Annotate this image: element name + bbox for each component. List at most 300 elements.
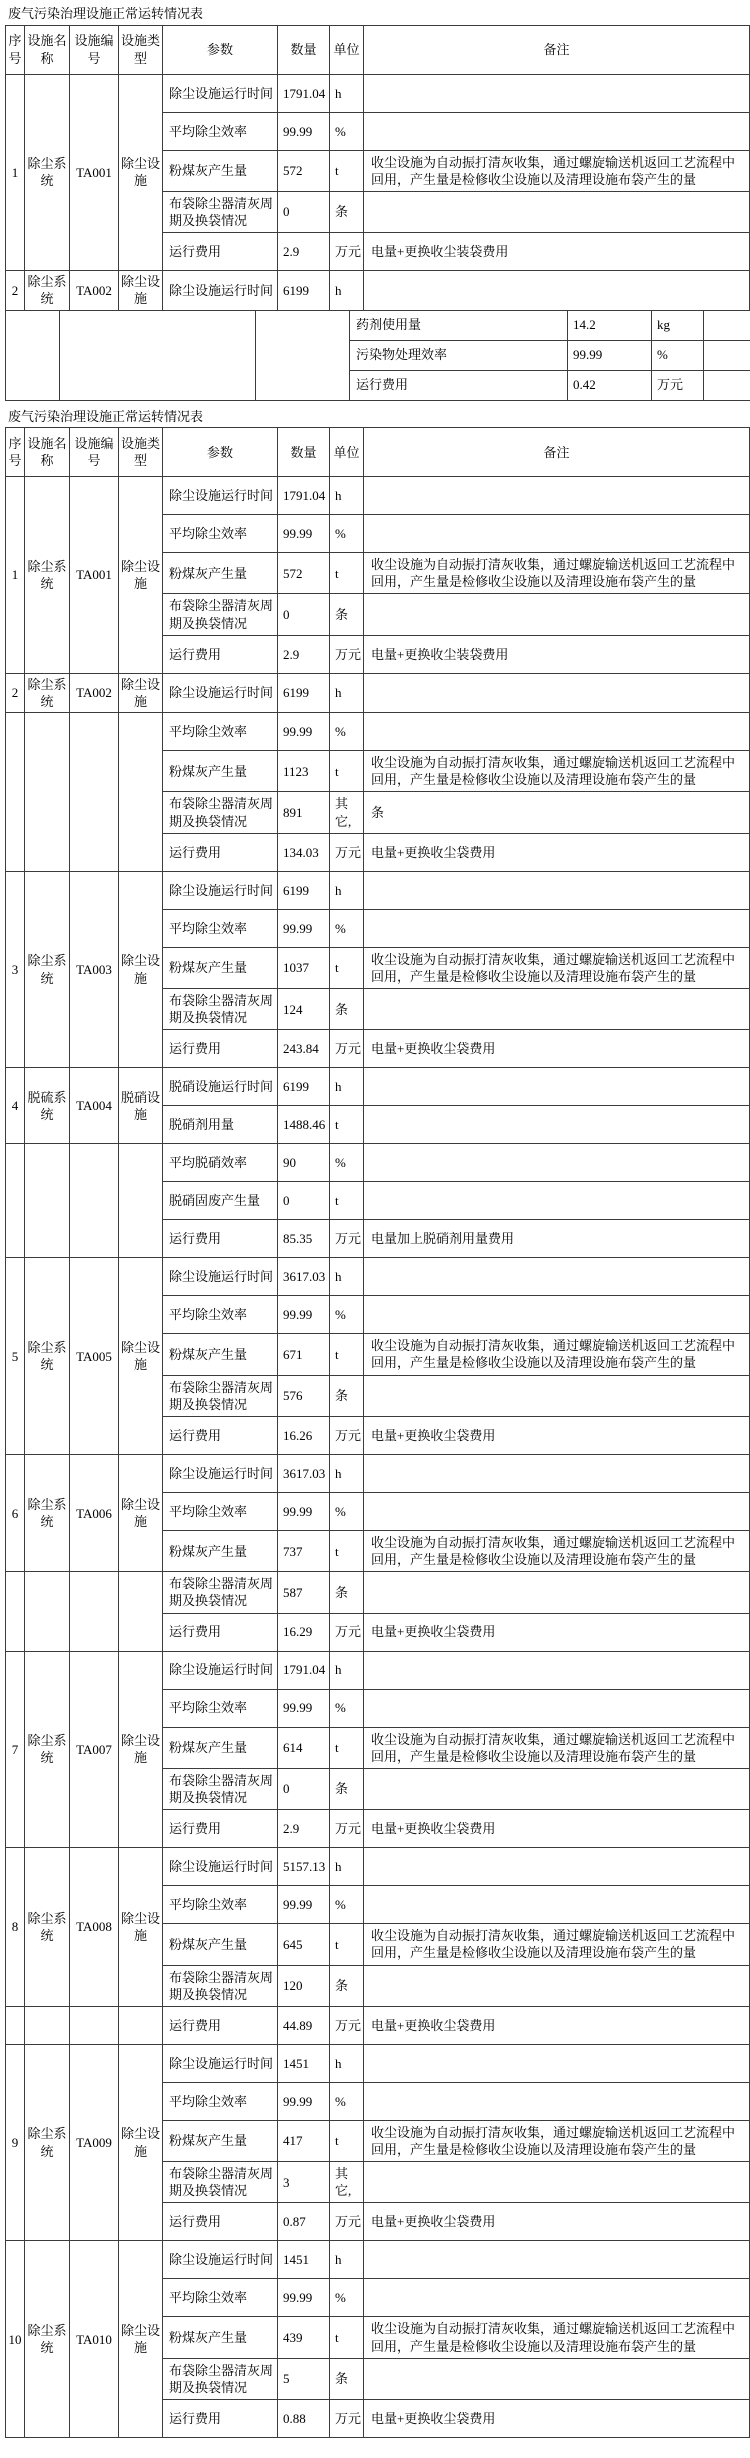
note-cell xyxy=(364,2279,750,2317)
param-cell: 脱硝设施运行时间 xyxy=(163,1068,278,1106)
facility-name-cell xyxy=(25,1572,70,1651)
qty-cell: 99.99 xyxy=(278,1689,330,1727)
header-cell: 单位 xyxy=(330,25,364,74)
qty-cell: 1037 xyxy=(278,947,330,988)
param-cell: 除尘设施运行时间 xyxy=(163,1454,278,1492)
note-cell xyxy=(364,1768,750,1809)
param-cell: 布袋除尘器清灰周期及换袋情况 xyxy=(163,1572,278,1613)
unit-cell: t xyxy=(330,1924,364,1965)
qty-cell: 1791.04 xyxy=(278,477,330,515)
unit-cell: h xyxy=(330,1068,364,1106)
header-cell: 数量 xyxy=(278,428,330,477)
qty-cell: 3617.03 xyxy=(278,1454,330,1492)
param-cell: 布袋除尘器清灰周期及换袋情况 xyxy=(163,1768,278,1809)
param-cell: 布袋除尘器清灰周期及换袋情况 xyxy=(163,1965,278,2006)
seq-cell: 1 xyxy=(6,74,25,271)
qty-cell: 90 xyxy=(278,1144,330,1182)
facility-type-cell: 除尘设施 xyxy=(119,477,163,674)
param-cell: 运行费用 xyxy=(163,1416,278,1454)
param-cell: 平均除尘效率 xyxy=(163,909,278,947)
unit-cell: 万元 xyxy=(330,1030,364,1068)
note-cell: 电量+更换收尘装袋费用 xyxy=(364,233,750,271)
param-cell: 除尘设施运行时间 xyxy=(163,2241,278,2279)
seq-cell: 1 xyxy=(6,477,25,674)
table-row xyxy=(6,1144,750,1182)
unit-cell: 万元 xyxy=(330,1613,364,1651)
param-cell: 粉煤灰产生量 xyxy=(163,947,278,988)
note-cell: 电量+更换收尘装袋费用 xyxy=(364,635,750,673)
param-cell: 除尘设施运行时间 xyxy=(163,1848,278,1886)
note-cell: 电量加上脱硝剂用量费用 xyxy=(364,1220,750,1258)
unit-cell: t xyxy=(330,2317,364,2358)
note-cell: 电量+更换收尘袋费用 xyxy=(364,1416,750,1454)
unit-cell: 万元 xyxy=(330,2203,364,2241)
facility-code-cell: TA008 xyxy=(70,1848,119,2007)
facility-name-cell: 除尘系统 xyxy=(25,2241,70,2438)
param-cell: 平均除尘效率 xyxy=(163,1296,278,1334)
note-cell xyxy=(364,1106,750,1144)
param-cell: 运行费用 xyxy=(163,1220,278,1258)
seq-cell: 6 xyxy=(6,1454,25,1571)
param-cell: 平均除尘效率 xyxy=(163,1886,278,1924)
facility-code-cell: TA006 xyxy=(70,1454,119,1571)
unit-cell: % xyxy=(652,340,704,370)
table-row xyxy=(6,673,750,712)
facility-code-cell: TA010 xyxy=(70,2241,119,2438)
seq-cell: 8 xyxy=(6,1848,25,2007)
header-row xyxy=(6,25,750,74)
note-cell xyxy=(364,1454,750,1492)
param-cell: 粉煤灰产生量 xyxy=(163,1334,278,1375)
note-cell xyxy=(364,871,750,909)
note-cell xyxy=(364,989,750,1030)
facility-code-cell: TA001 xyxy=(70,477,119,674)
header-cell: 参数 xyxy=(163,428,278,477)
param-cell: 布袋除尘器清灰周期及换袋情况 xyxy=(163,989,278,1030)
facility-type-cell: 脱硝设施 xyxy=(119,1068,163,1144)
param-cell: 运行费用 xyxy=(163,2203,278,2241)
unit-cell: 条 xyxy=(330,1965,364,2006)
unit-cell: t xyxy=(330,1334,364,1375)
param-cell: 粉煤灰产生量 xyxy=(163,1924,278,1965)
param-cell: 布袋除尘器清灰周期及换袋情况 xyxy=(163,792,278,833)
unit-cell: % xyxy=(330,2082,364,2120)
table-row xyxy=(6,2241,750,2279)
unit-cell: h xyxy=(330,673,364,712)
qty-cell: 1488.46 xyxy=(278,1106,330,1144)
unit-cell: h xyxy=(330,1651,364,1689)
facility-code-cell: TA001 xyxy=(70,74,119,271)
unit-cell: 万元 xyxy=(330,1416,364,1454)
note-cell xyxy=(364,713,750,751)
facility-type-cell: 除尘设施 xyxy=(119,871,163,1068)
param-cell: 布袋除尘器清灰周期及换袋情况 xyxy=(163,2358,278,2399)
qty-cell: 2.9 xyxy=(278,635,330,673)
param-cell: 平均除尘效率 xyxy=(163,1492,278,1530)
qty-cell: 572 xyxy=(278,553,330,594)
unit-cell: h xyxy=(330,2044,364,2082)
table-row xyxy=(6,2044,750,2082)
facility-code-cell: TA004 xyxy=(70,1068,119,1144)
header-cell: 设施类型 xyxy=(119,25,163,74)
facility-code-cell: TA007 xyxy=(70,1651,119,1848)
qty-cell: 3617.03 xyxy=(278,1258,330,1296)
param-cell: 除尘设施运行时间 xyxy=(163,871,278,909)
fragment-table xyxy=(5,310,750,401)
unit-cell: h xyxy=(330,74,364,112)
note-cell xyxy=(704,370,750,400)
param-cell: 除尘设施运行时间 xyxy=(163,271,278,310)
unit-cell: % xyxy=(330,1144,364,1182)
param-cell: 除尘设施运行时间 xyxy=(163,1258,278,1296)
note-cell: 收尘设施为自动振打清灰收集，通过螺旋输送机返回工艺流程中回用，产生量是检修收尘设施以及清理设施布袋产生的量 xyxy=(364,1334,750,1375)
unit-cell: t xyxy=(330,1530,364,1571)
facility-name-cell xyxy=(25,713,70,872)
param-cell: 运行费用 xyxy=(163,233,278,271)
qty-cell: 6199 xyxy=(278,1068,330,1106)
note-cell: 收尘设施为自动振打清灰收集，通过螺旋输送机返回工艺流程中回用，产生量是检修收尘设施以及清理设施布袋产生的量 xyxy=(364,1924,750,1965)
param-cell: 平均除尘效率 xyxy=(163,2279,278,2317)
note-cell xyxy=(364,2044,750,2082)
unit-cell: h xyxy=(330,871,364,909)
table1-header xyxy=(6,25,750,74)
facility-type-cell: 除尘设施 xyxy=(119,1651,163,1848)
note-cell xyxy=(364,2241,750,2279)
qty-cell: 614 xyxy=(278,1727,330,1768)
facility-name-cell: 除尘系统 xyxy=(25,477,70,674)
qty-cell: 99.99 xyxy=(278,2082,330,2120)
unit-cell: 万元 xyxy=(330,833,364,871)
param-cell: 粉煤灰产生量 xyxy=(163,1530,278,1571)
facility-type-cell: 除尘设施 xyxy=(119,271,163,310)
param-cell: 平均除尘效率 xyxy=(163,713,278,751)
seq-cell: 10 xyxy=(6,2241,25,2438)
seq-cell xyxy=(6,2006,25,2044)
param-cell: 除尘设施运行时间 xyxy=(163,673,278,712)
unit-cell: % xyxy=(330,1886,364,1924)
note-cell: 电量+更换收尘袋费用 xyxy=(364,833,750,871)
table2-header xyxy=(6,428,750,477)
qty-cell: 99.99 xyxy=(568,340,652,370)
header-cell: 设施名称 xyxy=(25,428,70,477)
qty-cell: 2.9 xyxy=(278,233,330,271)
table-row xyxy=(6,1454,750,1492)
note-cell xyxy=(364,1651,750,1689)
note-cell xyxy=(704,310,750,340)
qty-cell: 99.99 xyxy=(278,112,330,150)
note-cell xyxy=(364,594,750,635)
qty-cell: 737 xyxy=(278,1530,330,1571)
param-cell: 平均除尘效率 xyxy=(163,112,278,150)
unit-cell: 条 xyxy=(330,1375,364,1416)
param-cell: 粉煤灰产生量 xyxy=(163,2120,278,2161)
note-cell: 电量+更换收尘袋费用 xyxy=(364,1810,750,1848)
facility-code-cell: TA003 xyxy=(70,871,119,1068)
facility-code-cell xyxy=(70,1572,119,1651)
param-cell: 平均脱硝效率 xyxy=(163,1144,278,1182)
qty-cell: 439 xyxy=(278,2317,330,2358)
unit-cell: 条 xyxy=(330,1572,364,1613)
note-cell xyxy=(364,1068,750,1106)
header-cell: 设施编号 xyxy=(70,428,119,477)
facility-name-cell: 除尘系统 xyxy=(25,1848,70,2007)
qty-cell: 99.99 xyxy=(278,713,330,751)
qty-cell: 2.9 xyxy=(278,1810,330,1848)
facility-name-cell: 除尘系统 xyxy=(25,1454,70,1571)
qty-cell: 16.29 xyxy=(278,1613,330,1651)
qty-cell: 572 xyxy=(278,150,330,191)
param-cell: 除尘设施运行时间 xyxy=(163,74,278,112)
header-cell: 设施类型 xyxy=(119,428,163,477)
unit-cell: 其它, xyxy=(330,792,364,833)
qty-cell: 645 xyxy=(278,1924,330,1965)
note-cell xyxy=(364,673,750,712)
unit-cell: % xyxy=(330,112,364,150)
note-cell: 收尘设施为自动振打清灰收集，通过螺旋输送机返回工艺流程中回用，产生量是检修收尘设施以及清理设施布袋产生的量 xyxy=(364,1530,750,1571)
param-cell: 药剂使用量 xyxy=(350,310,568,340)
qty-cell: 1451 xyxy=(278,2044,330,2082)
qty-cell: 0.42 xyxy=(568,370,652,400)
qty-cell: 1791.04 xyxy=(278,1651,330,1689)
qty-cell: 124 xyxy=(278,989,330,1030)
unit-cell: 万元 xyxy=(330,635,364,673)
facility-name-cell xyxy=(25,2006,70,2044)
note-cell: 收尘设施为自动振打清灰收集，通过螺旋输送机返回工艺流程中回用，产生量是检修收尘设施以及清理设施布袋产生的量 xyxy=(364,2317,750,2358)
qty-cell: 99.99 xyxy=(278,909,330,947)
note-cell xyxy=(364,515,750,553)
table-row xyxy=(6,271,750,310)
unit-cell: t xyxy=(330,947,364,988)
seq-cell: 5 xyxy=(6,1258,25,1455)
table-row xyxy=(6,477,750,515)
unit-cell: h xyxy=(330,2241,364,2279)
param-cell: 布袋除尘器清灰周期及换袋情况 xyxy=(163,594,278,635)
unit-cell: 万元 xyxy=(330,1220,364,1258)
header-cell: 备注 xyxy=(364,428,750,477)
table-row xyxy=(6,1068,750,1106)
qty-cell: 0.87 xyxy=(278,2203,330,2241)
facility-code-cell: TA002 xyxy=(70,271,119,310)
unit-cell: t xyxy=(330,751,364,792)
unit-cell: h xyxy=(330,477,364,515)
facility-code-cell: TA009 xyxy=(70,2044,119,2241)
table-row xyxy=(6,1572,750,1613)
param-cell: 除尘设施运行时间 xyxy=(163,1651,278,1689)
note-cell xyxy=(364,2082,750,2120)
qty-cell: 671 xyxy=(278,1334,330,1375)
qty-cell: 0 xyxy=(278,1182,330,1220)
unit-cell: t xyxy=(330,553,364,594)
qty-cell: 99.99 xyxy=(278,1886,330,1924)
facility-name-cell: 除尘系统 xyxy=(25,871,70,1068)
qty-cell: 14.2 xyxy=(568,310,652,340)
qty-cell: 0 xyxy=(278,1768,330,1809)
facility-type-cell xyxy=(119,1572,163,1651)
header-row xyxy=(6,428,750,477)
unit-cell: % xyxy=(330,1689,364,1727)
note-cell xyxy=(364,112,750,150)
unit-cell: 条 xyxy=(330,1768,364,1809)
param-cell: 布袋除尘器清灰周期及换袋情况 xyxy=(163,1375,278,1416)
unit-cell: t xyxy=(330,1182,364,1220)
facility-type-cell xyxy=(119,2006,163,2044)
unit-cell: h xyxy=(330,1258,364,1296)
param-cell: 脱硝固废产生量 xyxy=(163,1182,278,1220)
note-cell: 收尘设施为自动振打清灰收集，通过螺旋输送机返回工艺流程中回用，产生量是检修收尘设施以及清理设施布袋产生的量 xyxy=(364,2120,750,2161)
qty-cell: 3 xyxy=(278,2162,330,2203)
param-cell: 运行费用 xyxy=(350,370,568,400)
note-cell xyxy=(364,1375,750,1416)
seq-cell: 3 xyxy=(6,871,25,1068)
unit-cell: 万元 xyxy=(330,233,364,271)
table2-title: 废气污染治理设施正常运转情况表 xyxy=(8,409,748,425)
qty-cell: 243.84 xyxy=(278,1030,330,1068)
note-cell xyxy=(364,1258,750,1296)
unit-cell: 条 xyxy=(330,191,364,232)
qty-cell: 0.88 xyxy=(278,2400,330,2438)
note-cell: 电量+更换收尘袋费用 xyxy=(364,1613,750,1651)
note-cell xyxy=(364,1965,750,2006)
table-row xyxy=(6,2006,750,2044)
facility-type-cell: 除尘设施 xyxy=(119,1258,163,1455)
unit-cell: 条 xyxy=(330,989,364,1030)
param-cell: 运行费用 xyxy=(163,1613,278,1651)
note-cell xyxy=(364,1572,750,1613)
table1-body xyxy=(6,74,750,310)
param-cell: 运行费用 xyxy=(163,2400,278,2438)
unit-cell: 条 xyxy=(330,2358,364,2399)
param-cell: 运行费用 xyxy=(163,1030,278,1068)
unit-cell: % xyxy=(330,515,364,553)
unit-cell: 万元 xyxy=(330,2400,364,2438)
unit-cell: 条 xyxy=(330,594,364,635)
qty-cell: 0 xyxy=(278,594,330,635)
table-row xyxy=(6,1651,750,1689)
facility-type-cell: 除尘设施 xyxy=(119,2044,163,2241)
facility-name-cell: 除尘系统 xyxy=(25,2044,70,2241)
qty-cell: 99.99 xyxy=(278,1296,330,1334)
note-cell xyxy=(364,1182,750,1220)
param-cell: 运行费用 xyxy=(163,833,278,871)
unit-cell: % xyxy=(330,1492,364,1530)
facility-name-cell: 除尘系统 xyxy=(25,74,70,271)
table-row xyxy=(6,871,750,909)
qty-cell: 6199 xyxy=(278,871,330,909)
unit-cell: h xyxy=(330,271,364,310)
note-cell xyxy=(364,1848,750,1886)
empty-cell xyxy=(6,310,60,400)
param-cell: 运行费用 xyxy=(163,1810,278,1848)
unit-cell: t xyxy=(330,2120,364,2161)
note-cell xyxy=(364,2162,750,2203)
qty-cell: 587 xyxy=(278,1572,330,1613)
facility-type-cell: 除尘设施 xyxy=(119,1848,163,2007)
qty-cell: 134.03 xyxy=(278,833,330,871)
header-cell: 序号 xyxy=(6,428,25,477)
seq-cell xyxy=(6,713,25,872)
unit-cell: t xyxy=(330,1727,364,1768)
param-cell: 除尘设施运行时间 xyxy=(163,2044,278,2082)
qty-cell: 99.99 xyxy=(278,1492,330,1530)
fragment-body xyxy=(6,310,750,400)
qty-cell: 85.35 xyxy=(278,1220,330,1258)
note-cell: 收尘设施为自动振打清灰收集，通过螺旋输送机返回工艺流程中回用，产生量是检修收尘设施以及清理设施布袋产生的量 xyxy=(364,150,750,191)
seq-cell: 9 xyxy=(6,2044,25,2241)
table2 xyxy=(5,427,750,2438)
facility-name-cell xyxy=(25,1144,70,1258)
note-cell: 电量+更换收尘袋费用 xyxy=(364,1030,750,1068)
unit-cell: h xyxy=(330,1848,364,1886)
seq-cell: 2 xyxy=(6,673,25,712)
param-cell: 除尘设施运行时间 xyxy=(163,477,278,515)
qty-cell: 44.89 xyxy=(278,2006,330,2044)
qty-cell: 5157.13 xyxy=(278,1848,330,1886)
qty-cell: 16.26 xyxy=(278,1416,330,1454)
qty-cell: 1451 xyxy=(278,2241,330,2279)
unit-cell: 其它, xyxy=(330,2162,364,2203)
qty-cell: 576 xyxy=(278,1375,330,1416)
note-cell: 收尘设施为自动振打清灰收集，通过螺旋输送机返回工艺流程中回用，产生量是检修收尘设施以及清理设施布袋产生的量 xyxy=(364,1727,750,1768)
param-cell: 布袋除尘器清灰周期及换袋情况 xyxy=(163,191,278,232)
facility-code-cell: TA002 xyxy=(70,673,119,712)
param-cell: 污染物处理效率 xyxy=(350,340,568,370)
param-cell: 运行费用 xyxy=(163,2006,278,2044)
note-cell xyxy=(364,191,750,232)
note-cell: 收尘设施为自动振打清灰收集，通过螺旋输送机返回工艺流程中回用，产生量是检修收尘设施以及清理设施布袋产生的量 xyxy=(364,751,750,792)
header-cell: 数量 xyxy=(278,25,330,74)
facility-name-cell: 脱硫系统 xyxy=(25,1068,70,1144)
table-row xyxy=(6,713,750,751)
param-cell: 平均除尘效率 xyxy=(163,1689,278,1727)
unit-cell: % xyxy=(330,909,364,947)
note-cell xyxy=(364,2358,750,2399)
param-cell: 粉煤灰产生量 xyxy=(163,553,278,594)
facility-type-cell: 除尘设施 xyxy=(119,74,163,271)
facility-type-cell xyxy=(119,713,163,872)
note-cell xyxy=(364,1144,750,1182)
qty-cell: 99.99 xyxy=(278,515,330,553)
qty-cell: 6199 xyxy=(278,271,330,310)
header-cell: 设施名称 xyxy=(25,25,70,74)
table2-body xyxy=(6,477,750,2438)
seq-cell xyxy=(6,1144,25,1258)
seq-cell xyxy=(6,1572,25,1651)
unit-cell: 万元 xyxy=(330,2006,364,2044)
qty-cell: 891 xyxy=(278,792,330,833)
unit-cell: 万元 xyxy=(330,1810,364,1848)
qty-cell: 5 xyxy=(278,2358,330,2399)
facility-code-cell xyxy=(70,1144,119,1258)
param-cell: 粉煤灰产生量 xyxy=(163,2317,278,2358)
qty-cell: 1123 xyxy=(278,751,330,792)
seq-cell: 7 xyxy=(6,1651,25,1848)
qty-cell: 6199 xyxy=(278,673,330,712)
qty-cell: 99.99 xyxy=(278,2279,330,2317)
param-cell: 粉煤灰产生量 xyxy=(163,751,278,792)
note-cell xyxy=(364,271,750,310)
note-cell: 电量+更换收尘袋费用 xyxy=(364,2006,750,2044)
header-cell: 备注 xyxy=(364,25,750,74)
unit-cell: % xyxy=(330,713,364,751)
unit-cell: % xyxy=(330,2279,364,2317)
facility-name-cell: 除尘系统 xyxy=(25,1651,70,1848)
header-cell: 设施编号 xyxy=(70,25,119,74)
table-row xyxy=(6,310,750,340)
facility-code-cell xyxy=(70,713,119,872)
param-cell: 运行费用 xyxy=(163,635,278,673)
note-cell xyxy=(364,477,750,515)
facility-code-cell xyxy=(70,2006,119,2044)
